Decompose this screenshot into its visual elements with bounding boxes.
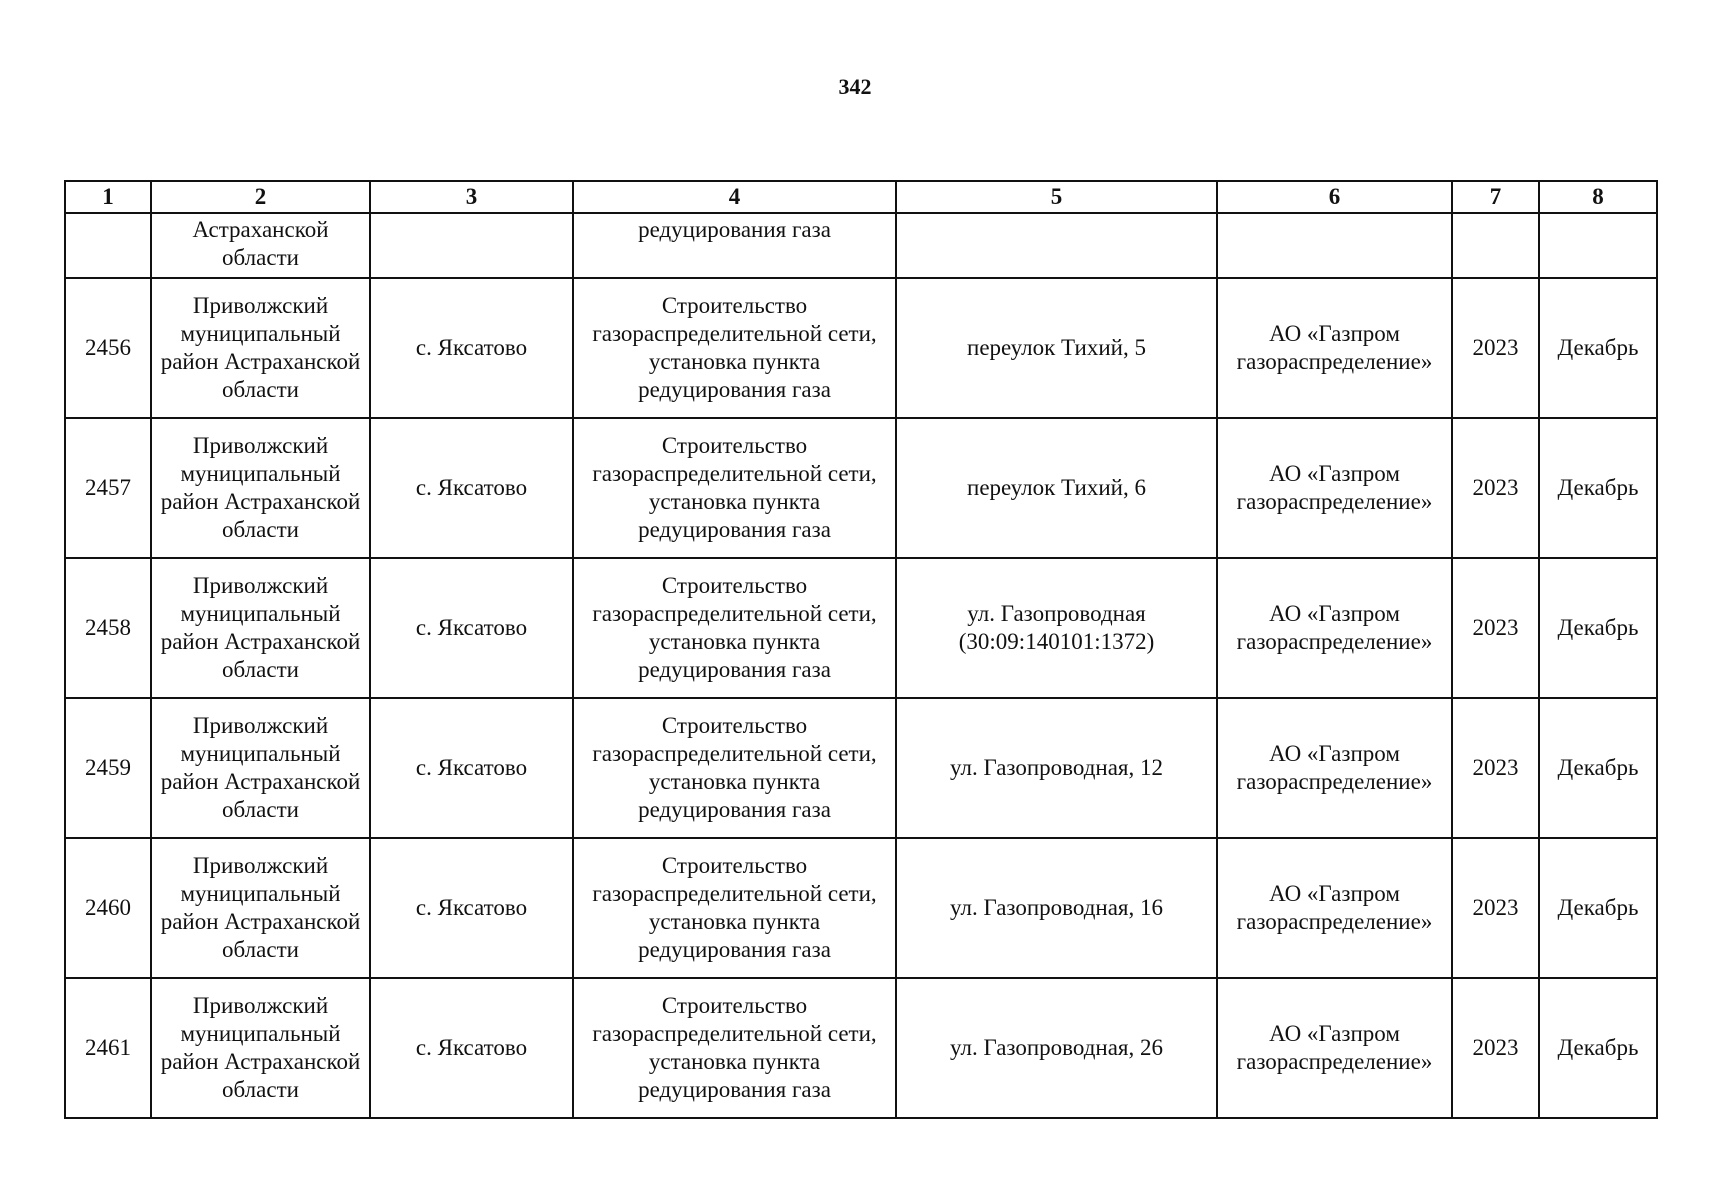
column-header: 4 xyxy=(573,181,896,213)
column-header: 8 xyxy=(1539,181,1657,213)
table-row xyxy=(65,558,1657,698)
column-header: 7 xyxy=(1452,181,1539,213)
organization-cell: АО «Газпром газораспределение» xyxy=(1217,418,1452,558)
work-cell: Строительство газораспределительной сети, установка пункта редуцирования газа xyxy=(573,698,896,838)
table-row xyxy=(65,978,1657,1118)
table-cell: редуцирования газа xyxy=(573,213,896,278)
table-cell xyxy=(1217,213,1452,278)
organization-cell: АО «Газпром газораспределение» xyxy=(1217,698,1452,838)
column-header: 2 xyxy=(151,181,370,213)
address-cell: ул. Газопроводная, 26 xyxy=(896,978,1217,1118)
column-header: 5 xyxy=(896,181,1217,213)
year-cell: 2023 xyxy=(1452,558,1539,698)
address-cell: переулок Тихий, 5 xyxy=(896,278,1217,418)
year-cell: 2023 xyxy=(1452,278,1539,418)
work-cell: Строительство газораспределительной сети, установка пункта редуцирования газа xyxy=(573,558,896,698)
year-cell: 2023 xyxy=(1452,418,1539,558)
month-cell: Декабрь xyxy=(1539,698,1657,838)
district-cell: Приволжский муниципальный район Астраханской области xyxy=(151,558,370,698)
settlement-cell: с. Яксатово xyxy=(370,838,573,978)
table-cell xyxy=(65,213,151,278)
table-cell xyxy=(370,213,573,278)
district-cell: Приволжский муниципальный район Астраханской области xyxy=(151,418,370,558)
settlement-cell: с. Яксатово xyxy=(370,418,573,558)
year-cell: 2023 xyxy=(1452,978,1539,1118)
district-cell: Приволжский муниципальный район Астраханской области xyxy=(151,698,370,838)
month-cell: Декабрь xyxy=(1539,278,1657,418)
month-cell: Декабрь xyxy=(1539,558,1657,698)
table-cell xyxy=(1539,213,1657,278)
work-cell: Строительство газораспределительной сети, установка пункта редуцирования газа xyxy=(573,838,896,978)
data-table xyxy=(64,180,1658,1119)
organization-cell: АО «Газпром газораспределение» xyxy=(1217,558,1452,698)
settlement-cell: с. Яксатово xyxy=(370,978,573,1118)
table-cell xyxy=(896,213,1217,278)
row-number: 2456 xyxy=(65,278,151,418)
address-cell: ул. Газопроводная, 12 xyxy=(896,698,1217,838)
settlement-cell: с. Яксатово xyxy=(370,278,573,418)
continuation-row xyxy=(65,213,1657,278)
address-cell: переулок Тихий, 6 xyxy=(896,418,1217,558)
year-cell: 2023 xyxy=(1452,838,1539,978)
row-number: 2458 xyxy=(65,558,151,698)
table-row xyxy=(65,278,1657,418)
row-number: 2459 xyxy=(65,698,151,838)
table-cell: Астраханской области xyxy=(151,213,370,278)
organization-cell: АО «Газпром газораспределение» xyxy=(1217,838,1452,978)
organization-cell: АО «Газпром газораспределение» xyxy=(1217,278,1452,418)
header-row xyxy=(65,181,1657,213)
district-cell: Приволжский муниципальный район Астраханской области xyxy=(151,978,370,1118)
address-cell: ул. Газопроводная (30:09:140101:1372) xyxy=(896,558,1217,698)
organization-cell: АО «Газпром газораспределение» xyxy=(1217,978,1452,1118)
district-cell: Приволжский муниципальный район Астраханской области xyxy=(151,278,370,418)
column-header: 3 xyxy=(370,181,573,213)
month-cell: Декабрь xyxy=(1539,978,1657,1118)
month-cell: Декабрь xyxy=(1539,418,1657,558)
year-cell: 2023 xyxy=(1452,698,1539,838)
work-cell: Строительство газораспределительной сети, установка пункта редуцирования газа xyxy=(573,978,896,1118)
table-row xyxy=(65,698,1657,838)
column-header: 1 xyxy=(65,181,151,213)
row-number: 2461 xyxy=(65,978,151,1118)
row-number: 2457 xyxy=(65,418,151,558)
address-cell: ул. Газопроводная, 16 xyxy=(896,838,1217,978)
column-header: 6 xyxy=(1217,181,1452,213)
table-row xyxy=(65,418,1657,558)
settlement-cell: с. Яксатово xyxy=(370,558,573,698)
table-cell xyxy=(1452,213,1539,278)
row-number: 2460 xyxy=(65,838,151,978)
month-cell: Декабрь xyxy=(1539,838,1657,978)
work-cell: Строительство газораспределительной сети, установка пункта редуцирования газа xyxy=(573,418,896,558)
work-cell: Строительство газораспределительной сети, установка пункта редуцирования газа xyxy=(573,278,896,418)
table-row xyxy=(65,838,1657,978)
page-number: 342 xyxy=(838,74,872,99)
district-cell: Приволжский муниципальный район Астраханской области xyxy=(151,838,370,978)
settlement-cell: с. Яксатово xyxy=(370,698,573,838)
